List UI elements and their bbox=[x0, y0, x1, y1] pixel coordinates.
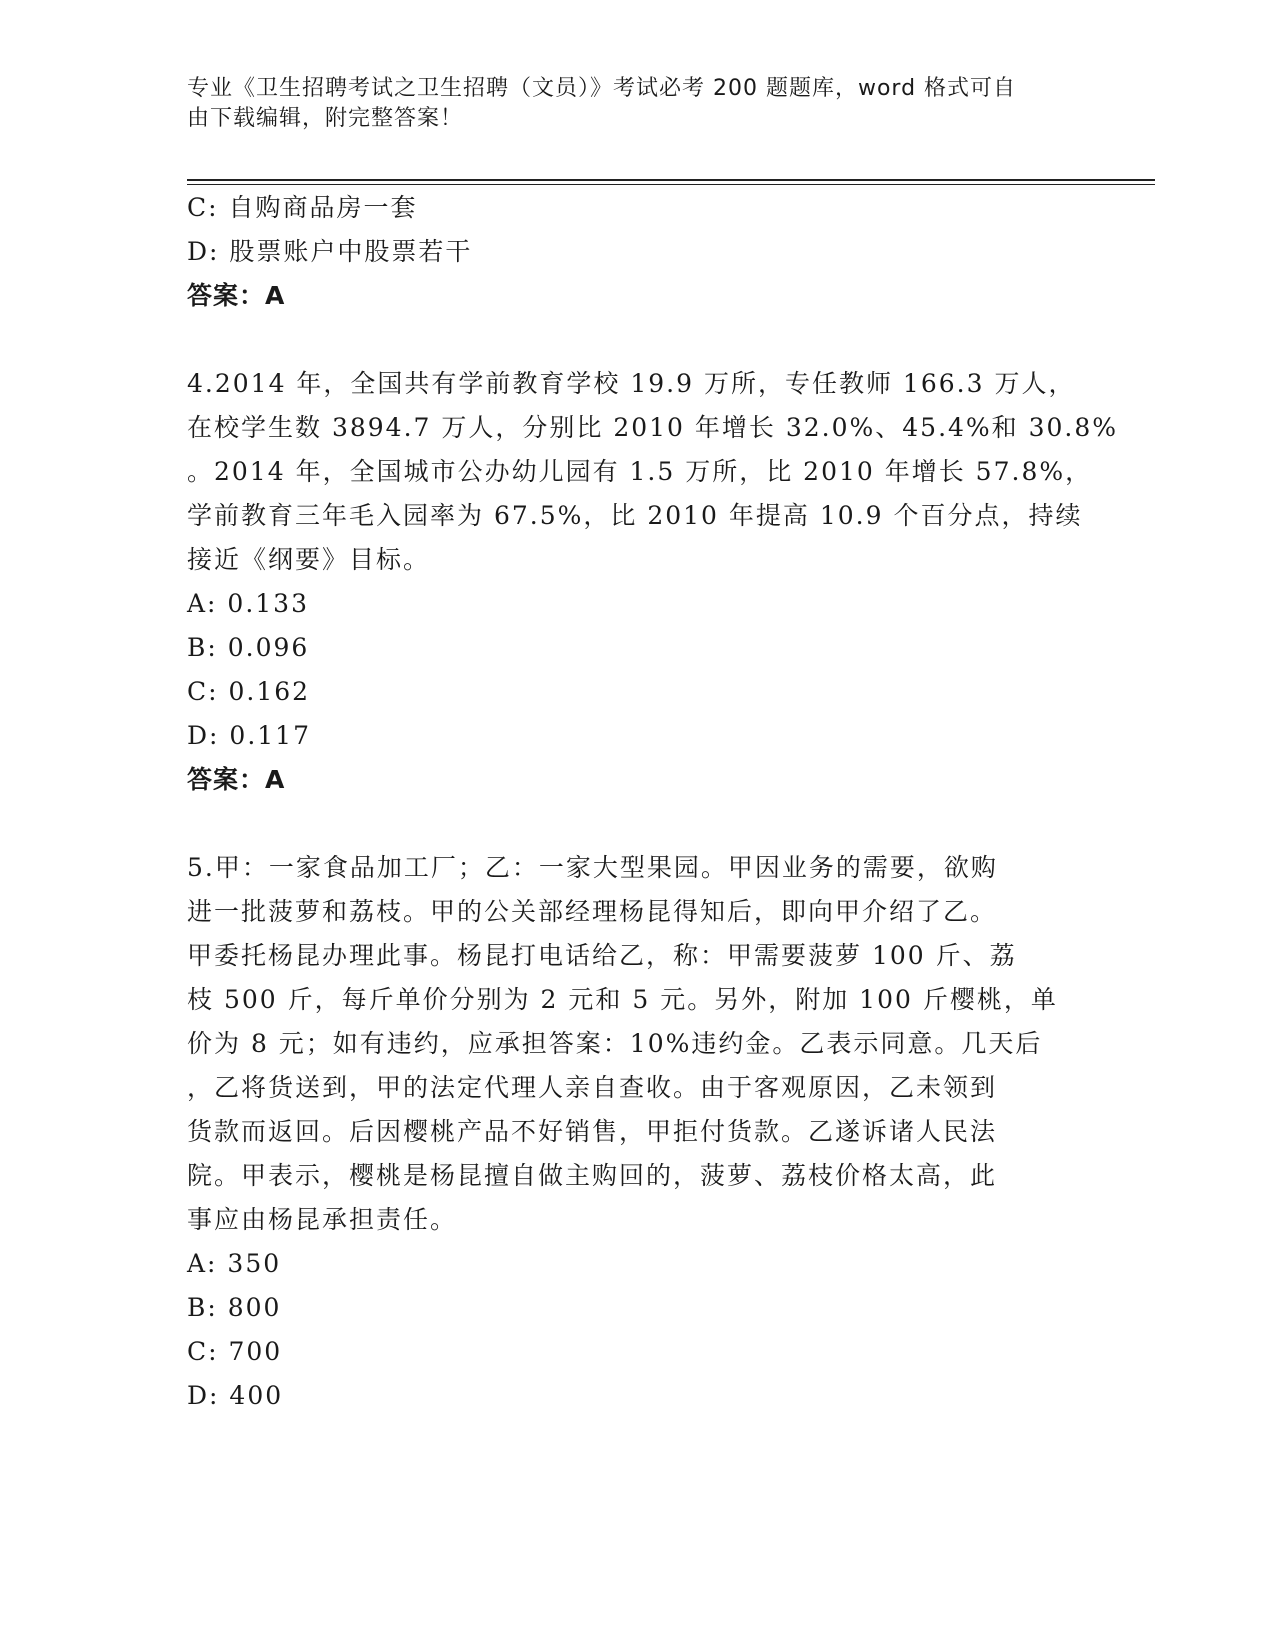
q4-stem-line-5: 接近《纲要》目标。 bbox=[187, 545, 431, 574]
q5-stem-line-3: 甲委托杨昆办理此事。杨昆打电话给乙，称：甲需要菠萝 100 斤、荔 bbox=[187, 941, 1017, 970]
q5-stem-line-2: 进一批菠萝和荔枝。甲的公关部经理杨昆得知后，即向甲介绍了乙。 bbox=[187, 897, 998, 926]
q4-option-b: B: 0.096 bbox=[187, 633, 310, 662]
header-line-1: 专业《卫生招聘考试之卫生招聘（文员）》考试必考 200 题题库，word 格式可自 bbox=[187, 76, 1017, 101]
header-line-2: 由下载编辑，附完整答案！ bbox=[187, 106, 464, 131]
q5-option-a: A: 350 bbox=[187, 1249, 282, 1278]
q4-stem-line-3: 。2014 年，全国城市公办幼儿园有 1.5 万所，比 2010 年增长 57.8%， bbox=[187, 457, 1093, 486]
q5-stem-line-7: 货款而返回。后因樱桃产品不好销售，甲拒付货款。乙遂诉诸人民法 bbox=[187, 1117, 998, 1146]
q3-answer: 答案：A bbox=[187, 281, 286, 310]
q4-stem-line-2: 在校学生数 3894.7 万人，分别比 2010 年增长 32.0%、45.4%和 30.8% bbox=[187, 413, 1119, 442]
q5-stem-line-6: ，乙将货送到，甲的法定代理人亲自查收。由于客观原因，乙未领到 bbox=[187, 1073, 998, 1102]
q5-stem-line-5: 价为 8 元；如有违约，应承担答案：10%违约金。乙表示同意。几天后 bbox=[187, 1029, 1043, 1058]
q5-stem-line-1: 5.甲：一家食品加工厂；乙：一家大型果园。甲因业务的需要，欲购 bbox=[187, 853, 998, 882]
q4-stem-line-4: 学前教育三年毛入园率为 67.5%，比 2010 年提高 10.9 个百分点，持续 bbox=[187, 501, 1083, 530]
q3-option-c: C: 自购商品房一套 bbox=[187, 193, 418, 222]
q4-option-c: C: 0.162 bbox=[187, 677, 311, 706]
q4-option-a: A: 0.133 bbox=[187, 589, 309, 618]
q5-stem-line-8: 院。甲表示，樱桃是杨昆擅自做主购回的，菠萝、荔枝价格太高，此 bbox=[187, 1161, 998, 1190]
header-rule-thin bbox=[187, 184, 1155, 185]
q5-stem-line-9: 事应由杨昆承担责任。 bbox=[187, 1205, 458, 1234]
header-rule-thick bbox=[187, 179, 1155, 181]
q4-stem-line-1: 4.2014 年，全国共有学前教育学校 19.9 万所，专任教师 166.3 万人， bbox=[187, 369, 1076, 398]
q3-option-d: D: 股票账户中股票若干 bbox=[187, 237, 473, 266]
q5-stem-line-4: 枝 500 斤，每斤单价分别为 2 元和 5 元。另外，附加 100 斤樱桃，单 bbox=[187, 985, 1058, 1014]
q4-answer: 答案：A bbox=[187, 765, 286, 794]
q5-option-c: C: 700 bbox=[187, 1337, 283, 1366]
q5-option-d: D: 400 bbox=[187, 1381, 284, 1410]
q4-option-d: D: 0.117 bbox=[187, 721, 311, 750]
page-header bbox=[187, 74, 1067, 134]
q5-option-b: B: 800 bbox=[187, 1293, 282, 1322]
